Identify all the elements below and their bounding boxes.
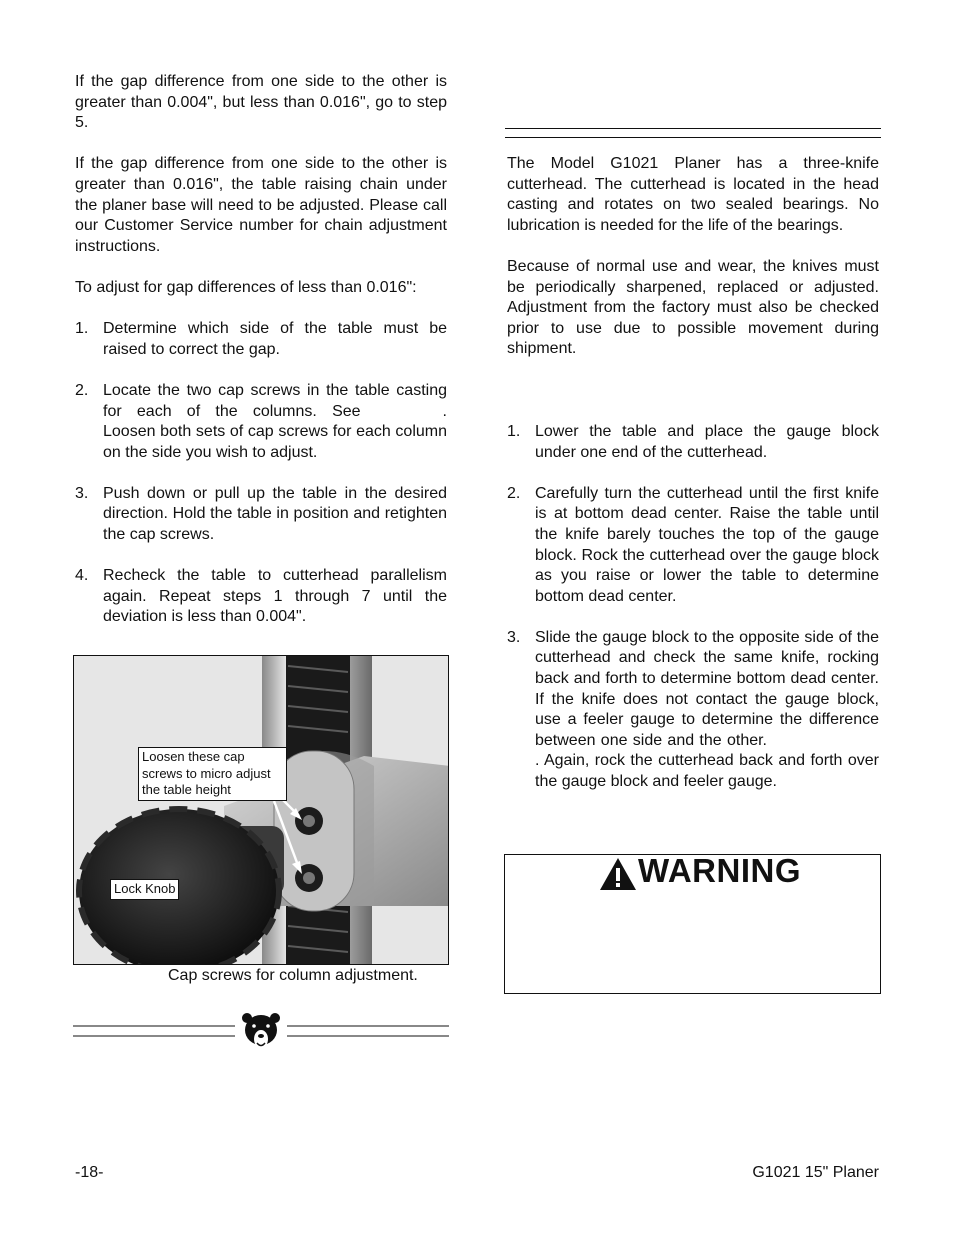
step-item: 1. Determine which side of the table must be raised to correct the gap. (75, 320, 447, 358)
step-item: 3. Push down or pull up the table in the desired direction. Hold the table in position and retighten the cap screws. (75, 484, 447, 544)
cap-screws-callout: Loosen these cap screws to micro adjust the table height (138, 747, 287, 801)
cutterhead-paragraph-2: Because of normal use and wear, the knives must be periodically sharpened, replaced or adjusted. Adjustment from the factory must also be checked prior to use due to possible movement during shipment. (507, 257, 879, 358)
right-column (507, 154, 879, 793)
section-header-rule (505, 128, 881, 138)
gap-paragraph-2: If the gap difference from one side to the other is greater than 0.016", the table raising chain under the planer base will need to be adjusted. Please call our Customer Service number for chain adjustment instructions. (75, 155, 447, 255)
gap-paragraph-1: If the gap difference from one side to the other is greater than 0.004", but less than 0.016", go to step 5. (75, 73, 447, 132)
lock-knob-callout: Lock Knob (110, 879, 179, 900)
step-item: 2. Locate the two cap screws in the table casting for each of the columns. See . Loosen both sets of cap screws for each column on the side you wish to adjust. (75, 381, 447, 461)
page-number: -18- (75, 1164, 104, 1181)
column-adjustment-photo (73, 655, 449, 965)
step-item: 4. Recheck the table to cutterhead parallelism again. Repeat steps 1 through 7 until the deviation is less than 0.004". (75, 567, 447, 626)
photo-illustration (74, 656, 449, 965)
warning-triangle-icon (598, 856, 638, 892)
warning-title: WARNING (638, 852, 801, 889)
step-item: 2. Carefully turn the cutterhead until the first knife is at bottom dead center. Raise the table until the knife barely touches the top of the gauge block. Rock the cutterhead over the gauge block as you raise or lower the table to determine bottom dead center. (507, 484, 879, 605)
step-item: 3. Slide the gauge block to the opposite side of the cutterhead and check the same knife, rocking back and forth to determine bottom dead center. If the knife does not contact the gauge block, use a feeler gauge to determine the difference between one side and the other.. Again, rock the cutterhead back and forth over the gauge block and feeler gauge. (507, 628, 879, 791)
footer-model: G1021 15" Planer (752, 1164, 879, 1181)
bear-head-icon (242, 1013, 280, 1048)
step-item: 1. Lower the table and place the gauge block under one end of the cutterhead. (507, 422, 879, 461)
cutterhead-paragraph-1: The Model G1021 Planer has a three-knife cutterhead. The cutterhead is located in the head casting and rotates on two sealed bearings. No lubrication is needed for the life of the bearings. (507, 155, 879, 234)
figure-caption: Cap screws for column adjustment. (168, 967, 418, 984)
bear-logo-divider (73, 1012, 449, 1052)
left-column (75, 72, 447, 628)
gap-paragraph-3: To adjust for gap differences of less than 0.016": (75, 278, 417, 296)
